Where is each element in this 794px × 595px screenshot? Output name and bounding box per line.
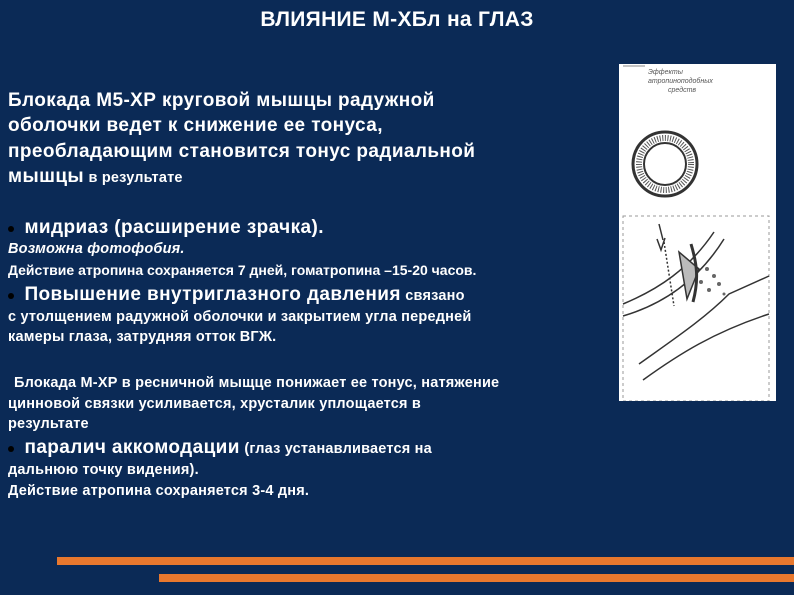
- para1-line-4: [8, 166, 183, 188]
- bullet2-main: Повышение внутриглазного давления: [24, 284, 401, 305]
- bullet3: [8, 437, 432, 459]
- eye-illustration: [619, 64, 776, 401]
- figure-caption-line-1: Эффекты: [648, 69, 683, 76]
- bullet2-tail: связано: [405, 288, 465, 304]
- figure-caption-line-2: атропиноподобных: [648, 78, 713, 85]
- bullet2: [8, 284, 465, 306]
- para2-line-3: результате: [8, 416, 89, 432]
- bullet3-line-2: Действие атропина сохраняется 3‑4 дня.: [8, 483, 310, 499]
- bullet-dot-icon: [8, 446, 14, 452]
- bullet1-note: Возможна фотофобия.: [8, 241, 185, 257]
- figure-caption: [648, 68, 713, 95]
- bullet3-main: паралич аккомодации: [24, 437, 240, 458]
- bullet1-main: мидриаз (расширение зрачка).: [24, 217, 324, 238]
- bullet3-line-1: дальнюю точку видения).: [8, 462, 199, 478]
- para1-line-2: оболочки ведет к снижение ее тонуса,: [8, 115, 383, 136]
- para2-line-2: цинновой связки усиливается, хрусталик уплощается в: [8, 396, 422, 412]
- para2-line-1: Блокада М‑ХР в ресничной мыщце понижает ее тонус, натяжение: [14, 375, 500, 391]
- para1-line-3: преобладающим становится тонус радиальной: [8, 141, 476, 162]
- figure-caption-line-3: средств: [668, 87, 697, 94]
- slide-title: ВЛИЯНИЕ М-ХБл на ГЛАЗ: [260, 8, 534, 31]
- eye-figure: [619, 64, 776, 401]
- bullet1-atropine: Действие атропина сохраняется 7 дней, гоматропина –15‑20 часов.: [8, 262, 477, 278]
- accent-bar-top: [57, 557, 794, 565]
- bullet-dot-icon: [8, 293, 14, 299]
- bullet-dot-icon: [8, 226, 14, 232]
- bullet2-line-1: с утолщением радужной оболочки и закрытием угла передней: [8, 309, 472, 325]
- bullet3-tail: (глаз устанавливается на: [244, 441, 432, 457]
- accent-bar-bottom: [159, 574, 794, 582]
- para1-last-word: мышцы: [8, 166, 85, 187]
- bullet2-line-2: камеры глаза, затрудняя отток ВГЖ.: [8, 329, 277, 345]
- para1-line-1: Блокада М5‑ХР круговой мышцы радужной: [8, 90, 435, 111]
- bullet1: [8, 217, 324, 239]
- para1-tail: в результате: [88, 170, 183, 186]
